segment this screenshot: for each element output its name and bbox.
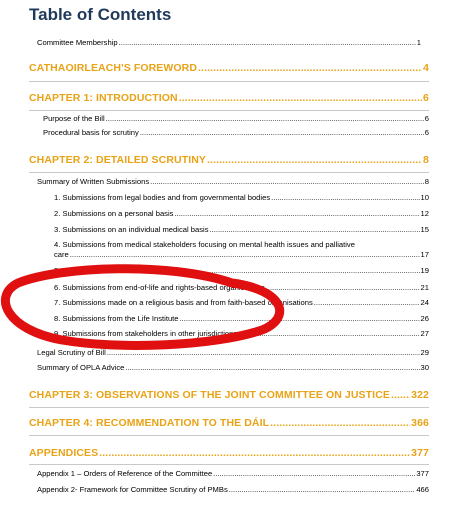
toc-chapter-label: APPENDICES [29,447,99,459]
toc-entry[interactable] [54,250,429,260]
toc-chapter-page: 366 [411,417,429,429]
toc-entry-label: Summary of OPLA Advice [37,363,125,372]
toc-entry-page: 377 [416,469,429,478]
dot-leader [188,266,419,276]
toc-chapter-1[interactable] [29,91,429,105]
toc-entry[interactable] [54,193,429,203]
toc-title: Table of Contents [29,5,172,24]
dot-leader [271,193,419,203]
toc-entry-label: Committee Membership [37,38,118,47]
dot-leader [70,250,420,260]
toc-entry-label: 5. Submissions from other stakeholders [54,266,188,275]
toc-chapter-label: CATHAOIRLEACH'S FOREWORD [29,62,198,74]
dot-leader [270,416,410,430]
toc-appendices[interactable] [29,446,429,460]
toc-entry[interactable] [43,128,429,138]
toc-entry-label-line1: 4. Submissions from medical stakeholders focusing on mental health issues and palliative [54,240,355,249]
toc-entry-page: 1 [416,38,421,47]
toc-entry-label: 3. Submissions on an individual medical basis [54,225,209,234]
divider [29,81,429,82]
toc-entry-page: 17 [420,250,429,259]
dot-leader [180,314,420,324]
toc-entry-page: 10 [420,193,429,202]
toc-entry[interactable] [43,114,429,124]
toc-entry-page: 15 [420,225,429,234]
toc-entry-label: 7. Submissions made on a religious basis and from faith-based organisations [54,298,313,307]
toc-entry-label: 8. Submissions from the Life Institute [54,314,179,323]
dot-leader [125,363,419,373]
toc-entry-page: 30 [420,363,429,372]
toc-entry-label: 2. Submissions on a personal basis [54,209,174,218]
toc-entry[interactable] [54,329,429,339]
toc-entry-page: 29 [420,348,429,357]
dot-leader [174,209,419,219]
dot-leader [210,225,420,235]
toc-entry-label: 6. Submissions from end-of-life and rights-based organisations [54,283,265,292]
toc-entry-page: 8 [424,177,429,186]
toc-chapter-page: 377 [411,447,429,459]
dot-leader [314,298,420,308]
toc-chapter-3[interactable] [29,388,429,402]
toc-entry-page: 6 [424,114,429,123]
toc-entry[interactable] [37,38,421,48]
toc-entry[interactable] [54,283,429,293]
toc-chapter-label: CHAPTER 4: RECOMMENDATION TO THE DÁIL [29,417,270,429]
toc-chapter-label: CHAPTER 1: INTRODUCTION [29,92,178,104]
toc-entry-page: 24 [420,298,429,307]
divider [29,435,429,436]
dot-leader [391,388,410,402]
toc-chapter-2[interactable] [29,153,429,167]
toc-entry[interactable] [37,177,429,187]
divider [29,464,429,465]
toc-chapter-page: 8 [423,154,429,166]
dot-leader [150,177,424,187]
dot-leader [207,153,422,167]
toc-entry-label: Legal Scrutiny of Bill [37,348,106,357]
dot-leader [99,446,410,460]
toc-chapter-page: 322 [411,389,429,401]
toc-chapter-label: CHAPTER 3: OBSERVATIONS OF THE JOINT COMMITTEE ON JUSTICE [29,389,390,401]
dot-leader [179,91,422,105]
toc-entry-page: 19 [420,266,429,275]
toc-entry[interactable] [37,363,429,373]
toc-entry[interactable] [54,266,429,276]
dot-leader [140,128,424,138]
toc-entry-page: 466 [416,485,429,494]
toc-entry-page: 21 [420,283,429,292]
toc-entry-label: 9. Submissions from stakeholders in other jurisdictions [54,329,238,338]
dot-leader [107,348,420,358]
toc-chapter-page: 4 [423,62,429,74]
toc-entry-page: 12 [420,209,429,218]
divider [29,172,429,173]
dot-leader [198,61,422,75]
toc-entry-page: 27 [420,329,429,338]
toc-entry-page: 6 [424,128,429,137]
toc-entry[interactable] [54,209,429,219]
toc-entry[interactable] [37,485,429,495]
dot-leader [119,38,416,48]
dot-leader [106,114,424,124]
dot-leader [238,329,419,339]
toc-entry-label: Procedural basis for scrutiny [43,128,139,137]
toc-entry[interactable] [54,298,429,308]
toc-entry-page: 26 [420,314,429,323]
divider [29,110,429,111]
toc-chapter-4[interactable] [29,416,429,430]
toc-entry-label: Appendix 2- Framework for Committee Scrutiny of PMBs [37,485,228,494]
toc-chapter-label: CHAPTER 2: DETAILED SCRUTINY [29,154,207,166]
dot-leader [266,283,420,293]
toc-entry-label: Summary of Written Submissions [37,177,150,186]
toc-entry[interactable] [37,348,429,358]
dot-leader [229,485,416,495]
divider [29,407,429,408]
toc-chapter-foreword[interactable] [29,61,429,75]
toc-entry-label: Purpose of the Bill [43,114,105,123]
toc-chapter-page: 6 [423,92,429,104]
toc-entry-label: Appendix 1 – Orders of Reference of the Committee [37,469,213,478]
toc-entry-label: 1. Submissions from legal bodies and from governmental bodies [54,193,271,202]
dot-leader [213,469,415,479]
toc-entry[interactable] [54,225,429,235]
toc-entry[interactable] [54,314,429,324]
toc-entry[interactable] [37,469,429,479]
toc-entry-label: care [54,250,69,259]
